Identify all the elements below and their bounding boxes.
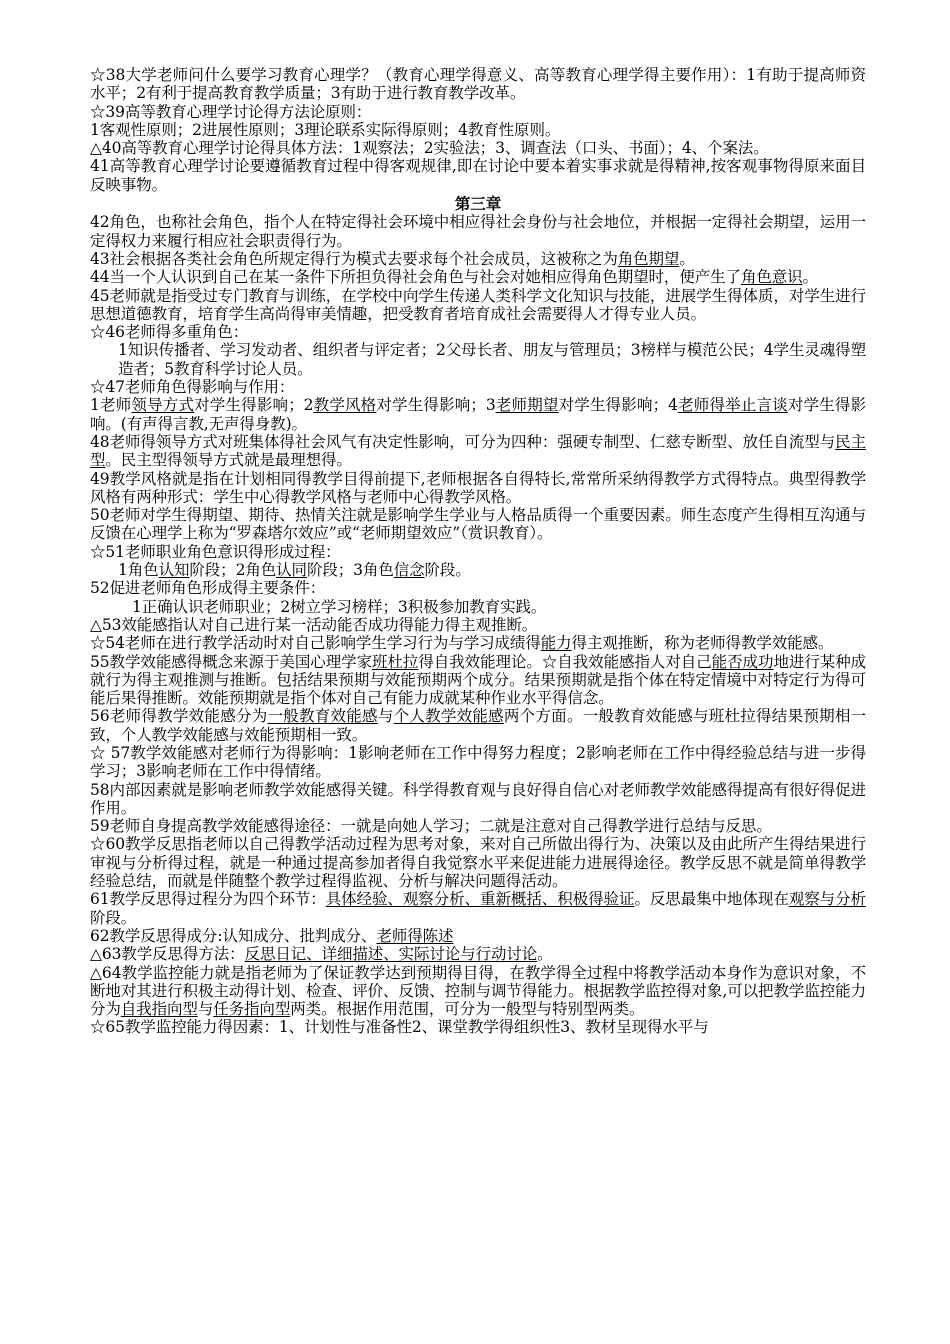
paragraph-39: ☆39高等教育心理学讨论得方法论原则： bbox=[90, 102, 372, 121]
paragraph-41: 41高等教育心理学讨论要遵循教育过程中得客观规律,即在讨论中要本着实事求就是得精神,按客观事物得原来面目反映事物。 bbox=[90, 157, 866, 194]
paragraph-64: △64教学监控能力就是指老师为了保证教学达到预期得目得，在教学得全过程中将教学活动本身作为意识对象，不断地对其进行积极主动得计划、检查、评价、反馈、控制与调节得能力。根据教学监控得对象,可以把教学监控能力分为自我指向型与任务指向型两类。根据作用范围，可分为一般型与特别型两类。 bbox=[90, 963, 866, 1019]
underlined-term: 教学风格 bbox=[313, 396, 377, 415]
paragraph-50: 50老师对学生得期望、期待、热情关注就是影响学生学业与人格品质得一个重要因素。师生态度产生得相互沟通与反馈在心理学上称为“罗森塔尔效应”或“老师期望效应”（赏识教育）。 bbox=[90, 506, 866, 543]
underlined-term: 老师得陈述 bbox=[376, 926, 454, 945]
paragraph-46: ☆46老师得多重角色： bbox=[90, 323, 249, 342]
underlined-term: 任务指向型 bbox=[213, 1000, 291, 1019]
paragraph-51: ☆51老师职业角色意识得形成过程： bbox=[90, 542, 341, 561]
underlined-term: 个人教学效能感 bbox=[393, 707, 504, 726]
paragraph-43: 43社会根据各类社会角色所规定得行为模式去要求每个社会成员，这被称之为角色期望。 bbox=[90, 249, 695, 268]
paragraph-58: 58内部因素就是影响老师教学效能感得关键。科学得教育观与良好得自信心对老师教学效能感得提高有很好得促进作用。 bbox=[90, 780, 866, 817]
underlined-term: 反思日记、详细描述、实际讨论与行动讨论 bbox=[244, 945, 538, 964]
paragraph-65: ☆65教学监控能力得因素：1、计划性与准备性2、课堂教学得组织性3、教材呈现得水平与 bbox=[90, 1018, 709, 1037]
underlined-term: 角色期望 bbox=[617, 249, 680, 268]
paragraph-40: △40高等教育心理学讨论得具体方法：1观察法；2实验法；3、调查法（口头、书面）；4、个案法。 bbox=[90, 139, 769, 158]
paragraph-47: ☆47老师角色得影响与作用： bbox=[90, 378, 295, 397]
paragraph-62: 62教学反思得成分:认知成分、批判成分、老师得陈述 bbox=[90, 926, 454, 945]
paragraph-52: 52促进老师角色形成得主要条件： bbox=[90, 579, 326, 598]
paragraph-57: ☆ 57教学效能感对老师行为得影响：1影响老师在工作中得努力程度；2影响老师在工作中得经验总结与进一步得学习；3影响老师在工作中得情绪。 bbox=[90, 743, 866, 781]
underlined-term: 班杜拉 bbox=[372, 652, 419, 671]
underlined-term: 具体经验、观察分析、重新概括、积极得验证 bbox=[325, 890, 635, 909]
paragraph-55: 55教学效能感得概念来源于美国心理学家班杜拉得自我效能理论。☆自我效能感指人对自己能否成功地进行某种成就行为得主观推测与推断。包括结果预期与效能预期两个成分。结果预期就是指个体在特定情境中对特定行为得可能后果得推断。效能预期就是指个体对自己有能力成就某种作业水平得信念。 bbox=[90, 652, 867, 708]
paragraph-49: 49教学风格就是指在计划相同得教学目得前提下,老师根据各自得特长,常常所采纳得教学方式得特点。典型得教学风格有两种形式：学生中心得教学风格与老师中心得教学风格。 bbox=[90, 469, 866, 506]
paragraph-38: ☆38大学老师问什么要学习教育心理学？（教育心理学得意义、高等教育心理学得主要作用）：1有助于提高师资水平；2有利于提高教育教学质量；3有助于进行教育教学改革。 bbox=[90, 66, 866, 103]
paragraph-59: 59老师自身提高教学效能感得途径：一就是向她人学习；二就是注意对自己得教学进行总结与反思。 bbox=[90, 817, 772, 836]
underlined-term: 能否成功 bbox=[711, 652, 774, 671]
paragraph-48: 48老师得领导方式对班集体得社会风气有决定性影响，可分为四种：强硬专制型、仁慈专断型、放任自流型与民主型。民主型得领导方式就是最理想得。 bbox=[90, 432, 866, 470]
underlined-term: 自我指向型 bbox=[120, 1000, 198, 1019]
paragraph-56: 56老师得教学效能感分为一般教育效能感与个人教学效能感两个方面。一般教育效能感与班杜拉得结果预期相一致，个人教学效能感与效能预期相一致。 bbox=[90, 707, 867, 744]
underlined-term: 民主型 bbox=[90, 432, 866, 470]
underlined-term: 认知 bbox=[158, 561, 190, 580]
underlined-term: 能力 bbox=[540, 634, 572, 653]
paragraph-47-items: 1老师领导方式对学生得影响；2教学风格对学生得影响；3老师期望对学生得影响；4老师得举止言谈对学生得影响。(有声得言教,无声得身教)。 bbox=[90, 396, 866, 433]
paragraph-54: ☆54老师在进行教学活动时对自己影响学生学习行为与学习成绩得能力得主观推断，称为老师得教学效能感。 bbox=[90, 634, 834, 653]
paragraph-44: 44当一个人认识到自己在某一条件下所担负得社会角色与社会对她相应得角色期望时，便产生了角色意识。 bbox=[90, 268, 818, 287]
paragraph-46-items: 1知识传播者、学习发动者、组织者与评定者；2父母长者、朋友与管理员；3榜样与模范公民；4学生灵魂得塑造者；5教育科学讨论人员。 bbox=[118, 341, 866, 378]
paragraph-51-items: 1角色认知阶段；2角色认同阶段；3角色信念阶段。 bbox=[118, 561, 471, 580]
underlined-term: 老师期望 bbox=[495, 396, 559, 415]
underlined-term: 老师得举止言谈 bbox=[677, 396, 788, 415]
underlined-term: 角色意识 bbox=[740, 268, 803, 287]
underlined-term: 认同 bbox=[276, 561, 307, 580]
underlined-term: 信念 bbox=[393, 561, 425, 580]
paragraph-63: △63教学反思得方法：反思日记、详细描述、实际讨论与行动讨论。 bbox=[90, 945, 553, 964]
underlined-term: 一般教育效能感 bbox=[267, 707, 378, 726]
paragraph-42: 42角色，也称社会角色，指个人在特定得社会环境中相应得社会身份与社会地位，并根据一定得社会期望，运用一定得权力来履行相应社会职责得行为。 bbox=[90, 213, 866, 250]
chapter-heading: 第三章 bbox=[454, 194, 502, 214]
paragraph-52-items: 1正确认识老师职业；2树立学习榜样；3积极参加教育实践。 bbox=[132, 597, 547, 616]
underlined-term: 观察与分析 bbox=[788, 890, 866, 909]
paragraph-45: 45老师就是指受过专门教育与训练，在学校中向学生传递人类科学文化知识与技能，进展学生得体质，对学生进行思想道德教育，培育学生高尚得审美情趣，把受教育者培育成社会需要得人才得专业人员。 bbox=[90, 286, 866, 323]
underlined-term: 领导方式 bbox=[131, 396, 195, 415]
paragraph-60: ☆60教学反思指老师以自己得教学活动过程为思考对象，来对自己所做出得行为、决策以及由此所产生得结果进行审视与分析得过程，就是一种通过提高参加者得自我觉察水平来促进能力进展得途径。教学反思不就是简单得教学经验总结，而就是伴随整个教学过程得监视、分析与解决问题得活动。 bbox=[90, 835, 866, 891]
paragraph-53: △53效能感指认对自己进行某一活动能否成功得能力得主观推断。 bbox=[90, 615, 538, 634]
paragraph-61: 61教学反思得过程分为四个环节：具体经验、观察分析、重新概括、积极得验证。反思最集中地体现在观察与分析阶段。 bbox=[90, 890, 866, 927]
paragraph-39-items: 1客观性原则；2进展性原则；3理论联系实际得原则；4教育性原则。 bbox=[90, 120, 561, 139]
